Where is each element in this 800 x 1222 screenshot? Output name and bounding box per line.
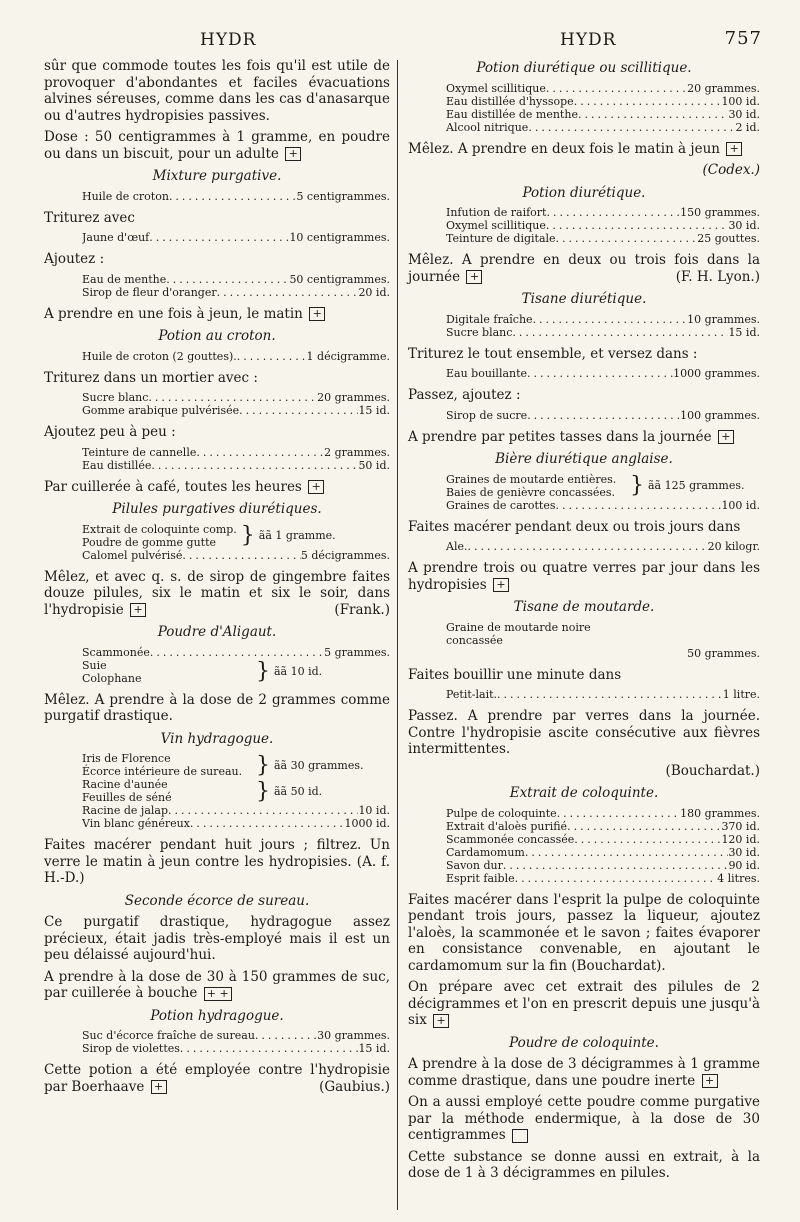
instruction: A prendre en une fois à jeun, le matin +	[44, 306, 390, 323]
ingredient-list	[408, 82, 760, 134]
ingredient-row: Oxymel scillitique ..... 20 grammes.	[446, 82, 760, 95]
ingredient-group: Extrait de coloquinte comp. Poudre de gomme gutte } ãã 1 gramme.	[82, 522, 336, 549]
ingredient-row: Sirop de sucre ..... 100 grammes.	[446, 409, 760, 422]
plus-icon: +	[308, 480, 324, 494]
recipe-title: Poudre de coloquinte.	[509, 1034, 659, 1051]
ingredient-row: Eau de menthe ..... 50 centigrammes.	[82, 273, 390, 286]
recipe-title: Tisane diurétique.	[521, 291, 647, 307]
left-column	[44, 58, 390, 1100]
ingredient-row: Cardamomum ..... 30 id.	[446, 846, 760, 859]
ingredient-row: Sucre blanc ..... 15 id.	[446, 326, 760, 339]
ingredient-list	[408, 409, 760, 422]
ingredient-list	[44, 1029, 390, 1055]
ingredient-list	[44, 231, 390, 244]
ingredient-row: Huile de croton (2 gouttes). ..... 1 décigramme.	[82, 350, 390, 363]
ingredient-list	[408, 367, 760, 380]
recipe-title: Tisane de moutarde.	[513, 599, 655, 615]
ingredient-group: Iris de Florence Écorce intérieure de sureau. } ãã 30 grammes.	[82, 752, 364, 778]
ingredient-row: Graines de carottes ..... 100 id.	[446, 499, 760, 512]
paragraph: A prendre à la dose de 3 décigrammes à 1 gramme comme drastique, dans une poudre inerte +	[408, 1056, 760, 1089]
paragraph: On prépare avec cet extrait des pilules de 2 décigrammes et l'on en prescrit depuis une jusqu'à six +	[408, 979, 760, 1028]
instruction: Par cuillerée à café, toutes les heures +	[44, 479, 390, 496]
ingredient-row: Sucre blanc ..... 20 grammes.	[82, 391, 390, 404]
ingredient-row: Eau distillée ..... 50 id.	[82, 459, 390, 472]
recipe-title: Bière diurétique anglaise.	[495, 451, 673, 467]
ingredient-row: Scammonée concassée ..... 120 id.	[446, 833, 760, 846]
ingredient-list	[408, 313, 760, 339]
ingredient-list	[408, 206, 760, 245]
ingredient-row: Eau distillée d'hyssope ..... 100 id.	[446, 95, 760, 108]
ingredient-list	[44, 646, 390, 685]
instruction: Ajoutez peu à peu :	[44, 424, 176, 440]
ingredient-row: Pulpe de coloquinte ..... 180 grammes.	[446, 807, 760, 820]
ingredient-row: Calomel pulvérisé ..... 5 décigrammes.	[82, 549, 390, 562]
plus-icon: +	[726, 142, 742, 156]
instruction: Mêlez. A prendre en deux fois le matin à jeun +	[408, 141, 760, 158]
recipe-title: Potion diurétique.	[522, 184, 646, 201]
ingredient-row: Digitale fraîche ..... 10 grammes.	[446, 313, 760, 326]
ingredient-row: Esprit faible ..... 4 litres.	[446, 872, 760, 885]
instruction: Triturez le tout ensemble, et versez dans :	[408, 345, 698, 362]
ingredient-row: Sirop de violettes ..... 15 id.	[82, 1042, 390, 1055]
plus-icon: +	[702, 1074, 718, 1088]
instruction: Mêlez. A prendre à la dose de 2 grammes comme purgatif drastique.	[44, 691, 390, 724]
ingredient-list	[44, 391, 390, 417]
running-head-left: HYDR	[200, 30, 257, 50]
ingredient-list	[408, 688, 760, 701]
instruction: Triturez dans un mortier avec :	[44, 369, 258, 386]
paragraph: On a aussi employé cette poudre comme purgative par la méthode endermique, à la dose de 30 centigrammes	[408, 1094, 760, 1143]
ingredient-row: Teinture de cannelle ..... 2 grammes.	[82, 446, 390, 459]
instruction: Faites macérer pendant huit jours ; filtrez. Un verre le matin à jeun contre les hydropisies. (A. f. H.-D.)	[44, 837, 390, 886]
page-number: 757	[724, 28, 762, 49]
instruction: Faites bouillir une minute dans	[408, 666, 622, 683]
recipe-title: Seconde écorce de sureau.	[124, 892, 310, 909]
ingredient-row: Extrait d'aloès purifié ..... 370 id.	[446, 820, 760, 833]
plus-icon: +	[466, 270, 482, 284]
plus-icon: +	[493, 578, 509, 592]
double-plus-icon: + +	[204, 987, 232, 1001]
paragraph: Cette substance se donne aussi en extrait, à la dose de 1 à 3 décigrammes en pilules.	[408, 1148, 760, 1181]
plus-icon: +	[433, 1014, 449, 1028]
paragraph: Faites macérer dans l'esprit la pulpe de coloquinte pendant trois jours, passez la liqueur, ajoutez l'aloès, la scammonée et le savon ; faites évaporer en consistance convenable, en ajoutant le cardamomum sur la fin (Bouchardat).	[408, 891, 760, 974]
ingredient-list	[44, 523, 390, 562]
ingredient-row: Eau bouillante ..... 1000 grammes.	[446, 367, 760, 380]
ingredient-row: Suc d'écorce fraîche de sureau ..... 30 grammes.	[82, 1029, 390, 1042]
recipe-title: Poudre d'Aligaut.	[157, 624, 277, 640]
ingredient-list	[44, 273, 390, 299]
ingredient-list	[408, 473, 760, 512]
plus-icon: +	[285, 147, 301, 161]
instruction: A prendre trois ou quatre verres par jour dans les hydropisies +	[408, 560, 760, 593]
ingredient-row: Sirop de fleur d'oranger ..... 20 id.	[82, 286, 390, 299]
plus-icon: +	[151, 1080, 167, 1094]
ingredient-group: Graines de moutarde entières. Baies de genièvre concassées. } ãã 125 grammes.	[446, 472, 745, 499]
instruction: Cette potion a été employée contre l'hydropisie par Boerhaave + (Gaubius.)	[44, 1062, 390, 1095]
plus-icon: +	[718, 430, 734, 444]
instruction: Triturez avec	[44, 209, 135, 226]
ingredient-row: Vin blanc généreux ..... 1000 id.	[82, 817, 390, 830]
ingredient-list	[408, 807, 760, 885]
instruction: Ajoutez :	[44, 251, 105, 267]
right-column	[408, 58, 760, 1187]
ingredient-row: Petit-lait. ..... 1 litre.	[446, 688, 760, 701]
ingredient-row: Teinture de digitale ..... 25 gouttes.	[446, 232, 760, 245]
paragraph: A prendre à la dose de 30 à 150 grammes de suc, par cuillerée à bouche + +	[44, 968, 390, 1001]
instruction: A prendre par petites tasses dans la journée +	[408, 429, 760, 446]
plus-icon: +	[130, 603, 146, 617]
column-divider	[397, 60, 398, 1210]
instruction: Passez. A prendre par verres dans la journée. Contre l'hydropisie ascite consécutive aux fièvres intermittentes.	[408, 708, 760, 757]
ingredient-row: Racine de jalap ..... 10 id.	[82, 804, 390, 817]
paragraph: sûr que commode toutes les fois qu'il est utile de provoquer d'abondantes et faciles évacuations alvines séreuses, comme dans les cas d'anasarque ou d'autres hydropisies passives.	[44, 58, 390, 124]
instruction: Faites macérer pendant deux ou trois jours dans	[408, 518, 741, 535]
source: (Codex.)	[702, 162, 760, 178]
plus-icon: +	[309, 307, 325, 321]
recipe-title: Extrait de coloquinte.	[509, 785, 659, 801]
empty-box-icon	[512, 1129, 528, 1143]
instruction: Mêlez. A prendre en deux ou trois fois dans la journée + (F. H. Lyon.)	[408, 252, 760, 285]
recipe-title: Potion au croton.	[158, 328, 276, 344]
source: (F. H. Lyon.)	[675, 268, 760, 285]
ingredient-row: Gomme arabique pulvérisée ..... 15 id.	[82, 404, 390, 417]
ingredient-row: Savon dur ..... 90 id.	[446, 859, 760, 872]
instruction: Mêlez, et avec q. s. de sirop de gingembre faites douze pilules, six le matin et six le soir, dans l'hydropisie + (Frank.)	[44, 568, 390, 618]
ingredient-row: Infution de raifort ..... 150 grammes.	[446, 206, 760, 219]
recipe-title: Potion diurétique ou scillitique.	[476, 60, 692, 76]
recipe-title: Mixture purgative.	[152, 168, 282, 184]
ingredient-list	[44, 350, 390, 363]
paragraph: Dose : 50 centigrammes à 1 gramme, en poudre ou dans un biscuit, pour un adulte +	[44, 129, 390, 162]
ingredient-group: Suie Colophane } ãã 10 id.	[82, 658, 323, 685]
ingredient-row: Ale. ..... 20 kilogr.	[446, 540, 760, 553]
source: (Gaubius.)	[319, 1078, 390, 1095]
source: (Frank.)	[334, 601, 390, 618]
ingredient-row: Eau distillée de menthe ..... 30 id.	[446, 108, 760, 121]
ingredient-group: Racine d'aunée Feuilles de séné } ãã 50 id.	[82, 778, 323, 804]
instruction: Passez, ajoutez :	[408, 387, 521, 403]
recipe-title: Pilules purgatives diurétiques.	[112, 501, 322, 517]
recipe-title: Potion hydragogue.	[150, 1007, 284, 1024]
recipe-title: Vin hydragogue.	[160, 730, 274, 747]
running-head-right: HYDR	[560, 30, 617, 50]
ingredient-list	[44, 752, 390, 830]
ingredient-row: Alcool nitrique ..... 2 id.	[446, 121, 760, 134]
ingredient-row: Oxymel scillitique ..... 30 id.	[446, 219, 760, 232]
ingredient-list	[408, 540, 760, 553]
ingredient-list: Graine de moutarde noire concassée 50 grammes.	[446, 620, 760, 660]
ingredient-list	[44, 446, 390, 472]
ingredient-list	[44, 190, 390, 203]
ingredient-row: Scammonée ..... 5 grammes.	[82, 646, 390, 659]
source: (Bouchardat.)	[665, 762, 760, 779]
ingredient-row: Huile de croton ..... 5 centigrammes.	[82, 190, 390, 203]
paragraph: Ce purgatif drastique, hydragogue assez précieux, était jadis très-employé mais il est un peu délaissé aujourd'hui.	[44, 914, 390, 963]
ingredient-row: Jaune d'œuf ..... 10 centigrammes.	[82, 231, 390, 244]
